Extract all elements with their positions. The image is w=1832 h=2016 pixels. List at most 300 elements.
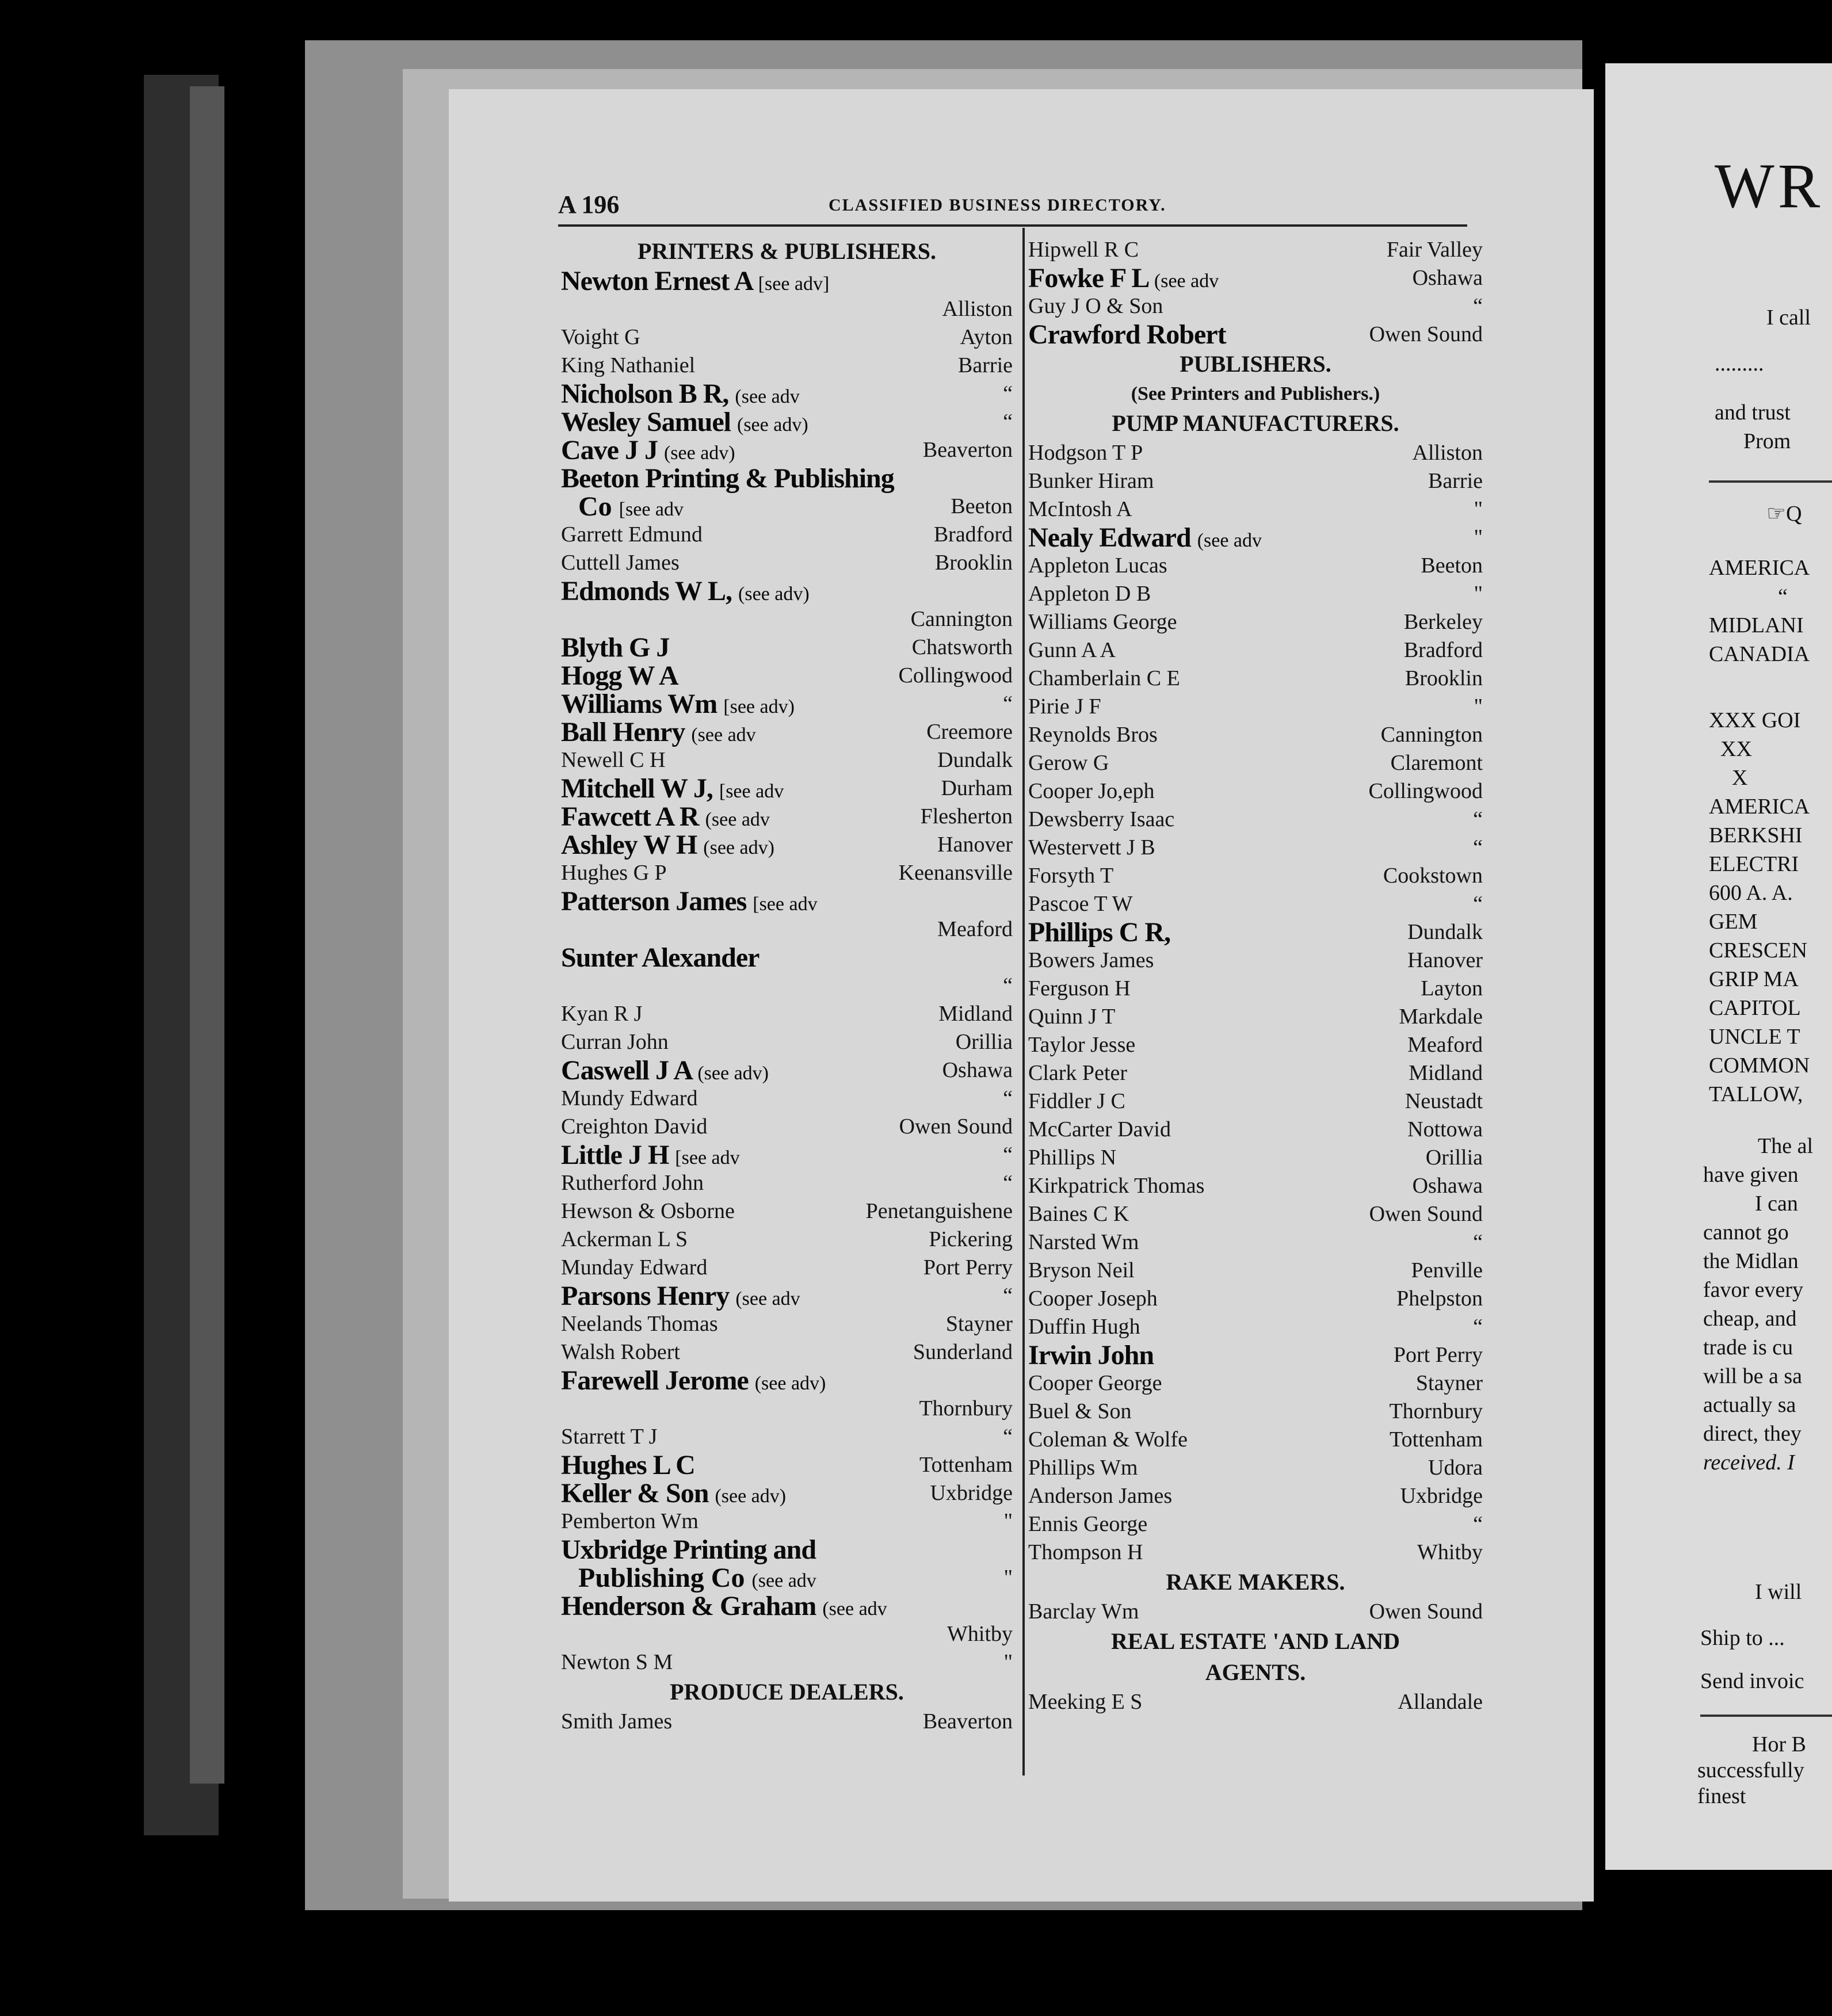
business-name: Nicholson B R, [561,379,729,409]
listing-name [561,521,703,549]
listing-place: Udora [1428,1456,1483,1480]
adjacent-text: I call [1766,306,1811,330]
listing-place: “ [1473,1512,1483,1536]
listing-place: Nottowa [1407,1117,1483,1141]
section-note: (See Printers and Publishers.) [1131,383,1380,404]
listing-place: Fair Valley [1386,238,1483,262]
listing-name [561,803,770,834]
listing-row [1028,1116,1483,1144]
listing-name [561,1169,704,1197]
listing-place: Uxbridge [1400,1484,1483,1508]
listing-name [1028,524,1262,555]
listing-row [1028,862,1483,890]
listing-row [561,1507,1013,1536]
listing-name [1028,580,1151,608]
see-adv-note: [see adv [675,1147,740,1169]
listing-place: Cookstown [1383,864,1483,888]
listing-place: Oshawa [1412,1174,1483,1198]
listing-row [1028,292,1483,320]
listing-place: “ [1473,294,1483,318]
listing-row [561,1085,1013,1113]
listing-name [561,1708,672,1736]
listing-name [1028,1003,1115,1031]
adjacent-text: CAPITOL [1709,996,1801,1020]
listing-name [561,1254,707,1282]
listing-name [561,577,810,608]
business-name: Hughes L C [561,1450,695,1480]
adjacent-text: ELECTRI [1709,852,1799,876]
listing-row [1028,946,1483,975]
listing-place: Barrie [958,353,1013,377]
business-name: Ackerman L S [561,1227,688,1251]
business-name: Pirie J F [1028,694,1101,719]
listing-name [561,1225,688,1254]
listing-name [561,464,894,492]
listing-name [1028,1598,1139,1626]
business-name: Phillips C R, [1028,917,1171,948]
adjacent-text: will be a sa [1703,1364,1803,1388]
listing-place: Uxbridge [930,1481,1013,1505]
listing-place: Bradford [933,522,1013,547]
listing-name [561,1000,642,1028]
listing-row [561,1310,1013,1338]
business-name: Keller & Son [561,1478,709,1509]
listing-name [561,1282,800,1313]
listing-row [561,1451,1013,1479]
adjacent-text: WR [1715,151,1824,221]
business-name: Pemberton Wm [561,1509,699,1533]
adjacent-text: Ship to ... [1700,1626,1785,1650]
listing-row [1028,975,1483,1003]
page-title: CLASSIFIED BUSINESS DIRECTORY. [829,196,1166,215]
business-name: Bunker Hiram [1028,469,1154,493]
right-column [1028,236,1483,1716]
see-adv-note: (see adv [691,724,756,746]
listing-name [561,774,784,805]
listing-name [1028,1172,1204,1200]
listing-row [561,267,1013,323]
adjacent-text: X [1732,766,1748,790]
see-adv-note: (see adv [705,809,770,830]
business-name: Coleman & Wolfe [1028,1427,1188,1452]
listing-place: Port Perry [923,1255,1013,1280]
adjacent-text: COMMON [1709,1053,1810,1078]
see-adv-note: (see adv) [715,1486,787,1507]
listing-row [561,944,1013,1000]
business-name: Appleton D B [1028,582,1151,606]
listing-row [1028,1313,1483,1341]
listing-place: Owen Sound [1369,322,1483,346]
see-adv-note: [see adv [619,499,684,520]
listing-place: Collingwood [1368,779,1483,803]
business-name: Fowke F L [1028,263,1148,293]
listing-name [1028,1398,1131,1426]
listing-place: Bradford [1403,638,1483,662]
business-name: Ashley W H [561,830,697,860]
listing-place: Markdale [1399,1005,1483,1029]
business-name: Rutherford John [561,1171,704,1195]
listing-row [1028,320,1483,349]
business-name: Quinn J T [1028,1005,1116,1029]
listing-place: “ [1003,973,1013,998]
listing-name [1028,1257,1135,1285]
listing-row [1028,1200,1483,1228]
header-rule [558,224,1467,227]
listing-name [1028,890,1133,918]
adjacent-text: successfully [1697,1758,1804,1782]
listing-name [1028,1228,1139,1257]
business-name: Fiddler J C [1028,1089,1125,1113]
listing-row [561,1592,1013,1648]
business-name: Anderson James [1028,1484,1173,1508]
business-name: Crawford Robert [1028,319,1226,350]
business-name: Munday Edward [561,1255,708,1280]
business-name: Fawcett A R [561,801,699,832]
see-adv-note: (see adv) [754,1373,826,1394]
adjacent-text: the Midlan [1703,1249,1799,1273]
listing-row [1028,439,1483,467]
business-name: Ferguson H [1028,976,1131,1001]
listing-name [1028,439,1143,467]
listing-place: " [1003,1566,1013,1590]
adjacent-text: I can [1755,1192,1798,1216]
listing-name [1028,236,1139,264]
listing-name [561,1479,786,1510]
listing-name [1028,1087,1125,1116]
business-name: Little J H [561,1140,669,1170]
listing-name [561,831,774,862]
business-name: Smith James [561,1709,673,1734]
section-heading: REAL ESTATE 'AND LAND [1111,1628,1400,1654]
business-name-continued: Co [578,491,612,522]
adjacent-text: GEM [1709,910,1758,934]
listing-row [1028,749,1483,777]
listing-place: Meaford [1407,1033,1483,1057]
listing-name [1028,1200,1129,1228]
listing-name [561,1056,769,1087]
listing-place: Pickering [929,1227,1013,1251]
listing-place: Thornbury [1389,1399,1483,1423]
listing-row [561,549,1013,577]
listing-place: Port Perry [1393,1343,1483,1367]
listing-place: " [1474,694,1483,719]
listing-name [561,1338,680,1366]
listing-name [1028,749,1109,777]
adjacent-text: The al [1758,1134,1814,1158]
listing-place: “ [1003,410,1013,434]
see-adv-note: (see adv [735,1288,800,1309]
business-name: Starrett T J [561,1425,658,1449]
listing-place: Cannington [910,607,1013,631]
left-column [561,236,1013,1736]
listing-place: Brooklin [1404,666,1483,690]
business-name: Newton Ernest A [561,266,752,296]
business-name: Pascoe T W [1028,892,1133,916]
business-name: Gerow G [1028,751,1109,775]
listing-row [1028,1598,1483,1626]
listing-row [1028,1688,1483,1716]
adjacent-text: UNCLE T [1709,1025,1800,1049]
see-adv-note: (see adv [822,1598,887,1620]
listing-name [1028,467,1154,495]
see-adv-note: [see adv] [758,273,830,295]
listing-row [561,1338,1013,1366]
listing-place: Penetanguishene [865,1199,1013,1223]
listing-row [561,408,1013,436]
listing-row [1028,1285,1483,1313]
listing-name [561,1366,826,1398]
business-name: Taylor Jesse [1028,1033,1136,1057]
listing-place: Claremont [1390,751,1483,775]
adjacent-text: finest [1697,1784,1746,1808]
listing-row [561,746,1013,774]
listing-place: Beaverton [922,438,1013,462]
listing-row [561,521,1013,549]
listing-row [1028,1257,1483,1285]
listing-row [1028,1087,1483,1116]
adjacent-text: actually sa [1703,1393,1796,1417]
section-heading: PUMP MANUFACTURERS. [1112,410,1399,436]
business-name: Cooper George [1028,1371,1162,1395]
listing-row [1028,1059,1483,1087]
listing-row [1028,1538,1483,1567]
listing-row [561,887,1013,944]
listing-row [561,859,1013,887]
listing-row [1028,636,1483,665]
section-heading: PRINTERS & PUBLISHERS. [637,238,936,264]
listing-row [561,1423,1013,1451]
listing-row [561,1282,1013,1310]
business-name: Irwin John [1028,1340,1154,1370]
listing-place: Whitby [1417,1540,1483,1564]
adjacent-text: favor every [1703,1278,1804,1302]
listing-row [561,1536,1013,1592]
business-name: Narsted Wm [1028,1230,1139,1254]
listing-name [561,1310,718,1338]
listing-name [561,1592,887,1623]
business-name: Farewell Jerome [561,1365,749,1396]
listing-place: Durham [941,776,1013,800]
listing-row [561,577,1013,633]
listing-name-continued [578,1564,816,1595]
listing-name [1028,320,1226,349]
listing-row [1028,834,1483,862]
listing-row [561,380,1013,408]
listing-name [561,1507,699,1536]
see-adv-note: (see adv [1154,270,1219,292]
listing-row [561,1708,1013,1736]
business-name: Cooper Joseph [1028,1286,1158,1311]
listing-row [561,662,1013,690]
listing-row [1028,524,1483,552]
see-adv-note: [see adv [719,781,784,802]
listing-name [1028,777,1155,805]
book-edge [190,86,224,1784]
listing-name [1028,552,1167,580]
listing-row [1028,608,1483,636]
adjacent-rule [1709,480,1832,483]
listing-row [561,1479,1013,1507]
listing-name [561,662,678,690]
business-name: Voight G [561,325,640,349]
adjacent-text: cannot go [1703,1220,1789,1244]
listing-name [1028,1510,1147,1538]
business-name: Garrett Edmund [561,522,703,547]
listing-name [1028,1059,1127,1087]
listing-name [1028,636,1116,665]
section-heading: PUBLISHERS. [1180,351,1331,377]
business-name: Blyth G J [561,632,670,663]
listing-name [561,633,669,662]
listing-place: “ [1003,381,1013,406]
adjacent-text: Hor B [1752,1732,1806,1757]
listing-row [1028,552,1483,580]
listing-place: Stayner [1415,1371,1483,1395]
listing-name [1028,1369,1162,1398]
listing-name [1028,834,1155,862]
listing-row [1028,1172,1483,1200]
listing-place: “ [1003,1143,1013,1167]
listing-row [1028,1369,1483,1398]
section-heading: AGENTS. [1205,1659,1306,1685]
listing-place: Dundalk [1407,920,1483,944]
listing-name-continued [578,492,684,524]
business-name: Nealy Edward [1028,522,1191,553]
business-name: Williams George [1028,610,1177,634]
section-heading: PRODUCE DEALERS. [670,1679,904,1705]
business-name: Creighton David [561,1114,708,1139]
listing-name [561,1423,657,1451]
listing-name [1028,1313,1140,1341]
business-name: Newton S M [561,1650,673,1674]
business-name: Phillips N [1028,1146,1117,1170]
listing-place: Chatsworth [911,635,1013,659]
business-name: Cooper Jo,eph [1028,779,1155,803]
business-name: Cave J J [561,435,658,465]
listing-name [561,1085,697,1113]
adjacent-text: AMERICA [1709,556,1810,580]
listing-place: Barrie [1428,469,1483,493]
listing-place: Midland [1409,1061,1483,1085]
business-name: Barclay Wm [1028,1599,1139,1624]
listing-row [1028,777,1483,805]
listing-name [561,436,735,467]
business-name: Mundy Edward [561,1086,698,1110]
listing-row [561,774,1013,803]
listing-place: Orillia [955,1030,1013,1054]
listing-place: “ [1473,835,1483,860]
listing-row [561,1113,1013,1141]
listing-place: Whitby [947,1622,1013,1646]
adjacent-text: have given [1703,1163,1799,1187]
listing-place: Stayner [945,1312,1013,1336]
listing-name [1028,1538,1143,1567]
listing-place: Owen Sound [1369,1599,1483,1624]
listing-row [1028,1398,1483,1426]
listing-place: " [1474,497,1483,521]
business-name: Ball Henry [561,717,685,747]
see-adv-note: (see adv [751,1570,816,1591]
business-name: Hogg W A [561,660,678,691]
listing-name [1028,1116,1171,1144]
listing-place: “ [1003,1171,1013,1195]
listing-place: " [1474,582,1483,606]
business-name: King Nathaniel [561,353,696,377]
listing-row [561,1648,1013,1677]
listing-place: “ [1473,807,1483,831]
listing-name [561,1197,735,1225]
listing-place: Penville [1411,1258,1483,1282]
listing-place: “ [1003,692,1013,716]
listing-row [1028,580,1483,608]
listing-row [1028,890,1483,918]
adjacent-text: “ [1778,585,1788,609]
listing-name [1028,665,1180,693]
listing-place: Allandale [1398,1690,1483,1714]
business-name: Bowers James [1028,948,1154,972]
listing-name [561,1028,669,1056]
business-name: Mitchell W J, [561,773,713,804]
see-adv-note: (see adv) [703,837,774,858]
business-name: Westervett J B [1028,835,1155,860]
listing-name [1028,862,1113,890]
business-name: Meeking E S [1028,1690,1143,1714]
listing-row [561,464,1013,521]
listing-name [561,746,666,774]
adjacent-text: CRESCEN [1709,938,1808,963]
listing-place: “ [1003,1086,1013,1110]
listing-row [561,831,1013,859]
business-name: Wesley Samuel [561,407,731,437]
business-name: Kirkpatrick Thomas [1028,1174,1205,1198]
see-adv-note: (see adv [735,386,800,407]
listing-place: Tottenham [919,1453,1013,1477]
listing-row [561,803,1013,831]
listing-place: Ayton [960,325,1013,349]
listing-place: Oshawa [942,1058,1013,1082]
section-heading: RAKE MAKERS. [1166,1569,1345,1595]
listing-place: Owen Sound [899,1114,1013,1139]
business-name: Reynolds Bros [1028,723,1158,747]
listing-row [561,1056,1013,1085]
listing-place: Layton [1421,976,1483,1001]
listing-row [561,1254,1013,1282]
listing-row [561,1000,1013,1028]
business-name: Forsyth T [1028,864,1114,888]
listing-row [561,718,1013,746]
business-name: Patterson James [561,886,747,917]
listing-name [561,859,667,887]
adjacent-text: CANADIA [1709,642,1810,666]
adjacent-text: cheap, and [1703,1307,1797,1331]
listing-row [561,436,1013,464]
listing-place: “ [1473,892,1483,916]
listing-row [1028,467,1483,495]
business-name: Neelands Thomas [561,1312,718,1336]
listing-row [1028,1144,1483,1172]
adjacent-text: XXX GOI [1709,708,1801,732]
listing-name [1028,1482,1172,1510]
listing-name [1028,608,1177,636]
adjacent-text: received. I [1703,1450,1795,1475]
listing-name [1028,975,1131,1003]
see-adv-note: (see adv [1197,530,1262,551]
see-adv-note: (see adv) [738,583,810,605]
listing-place: Creemore [926,720,1013,744]
listing-row [1028,693,1483,721]
listing-name [561,1113,707,1141]
business-name: Edmonds W L, [561,576,732,606]
